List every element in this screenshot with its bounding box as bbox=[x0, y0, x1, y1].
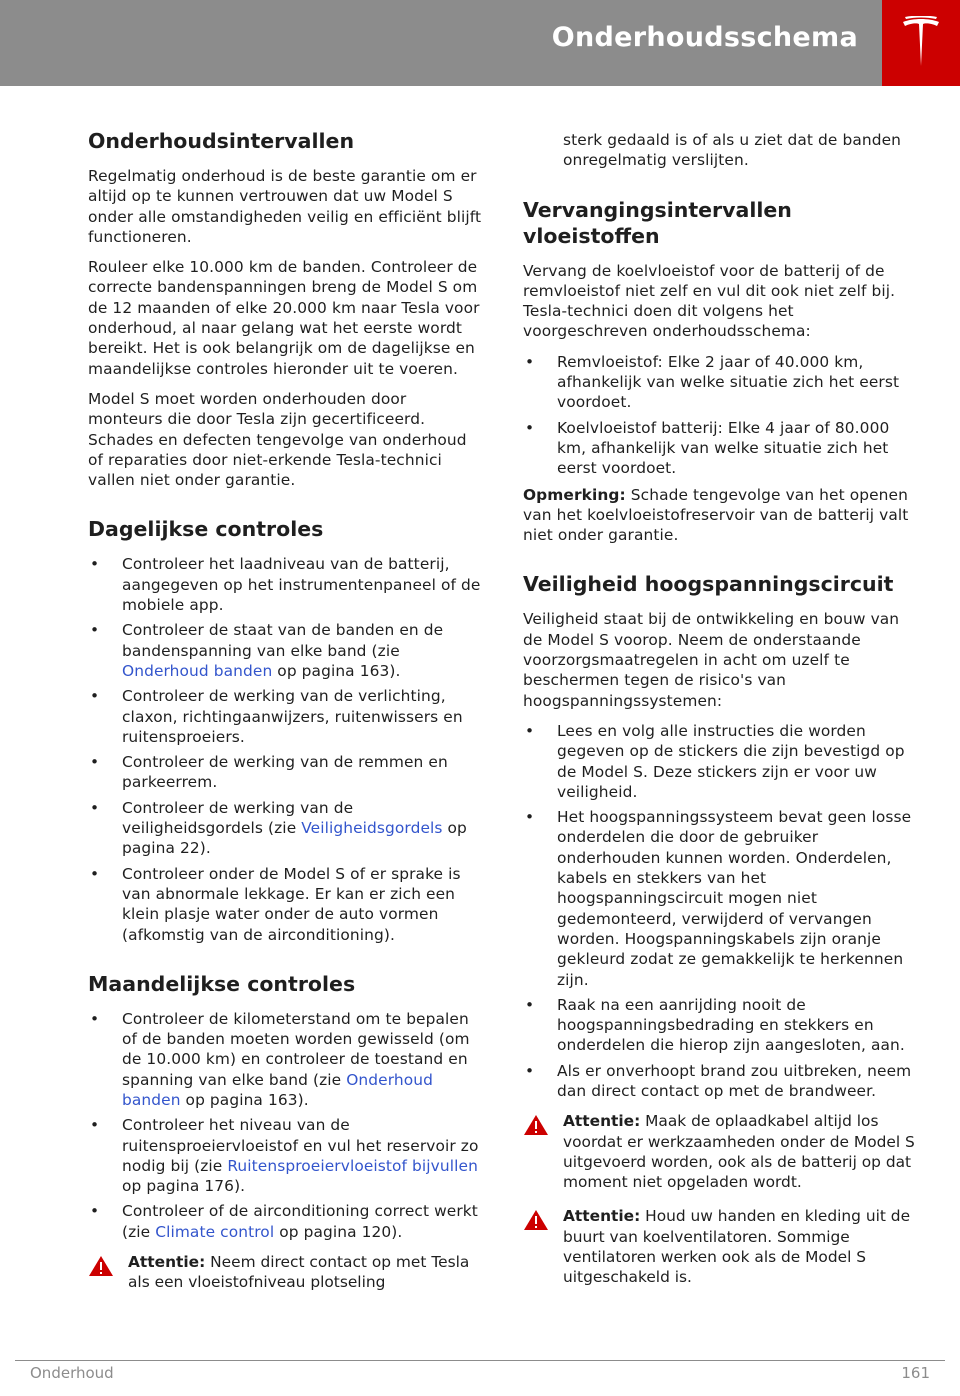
list-item: • Controleer de kilometerstand om te bepalen of de banden moeten worden gewisseld (om de 10.000 km) en controleer de toestand en spanning van elke band (zie Onderhoud banden op pagina 163). bbox=[90, 1009, 470, 1109]
link-onderhoud-banden[interactable]: Onderhoud banden bbox=[122, 661, 273, 680]
list-item: • Raak na een aanrijding nooit de hoogspanningsbedrading en stekkers en onderdelen die hierop zijn aangesloten, aan. bbox=[525, 995, 905, 1055]
remark-note: Opmerking: Schade tengevolge van het openen van het koelvloeistofreservoir van de batterij valt niet onder garantie. bbox=[523, 485, 909, 545]
bullet: • bbox=[90, 864, 100, 883]
bullet: • bbox=[90, 621, 100, 640]
heading-dagelijkse-controles: Dagelijkse controles bbox=[88, 517, 324, 542]
list-item: • Controleer het niveau van de ruitensproeiervloeistof en vul het reservoir zo nodig bij (zie Ruitensproeiervloeistof bijvullen op pagina 176). bbox=[90, 1116, 479, 1196]
list-item: • Controleer de werking van de remmen en parkeerrem. bbox=[90, 753, 448, 792]
bullet: • bbox=[525, 352, 535, 371]
warning-note: Attentie: Maak de oplaadkabel altijd los voordat er werkzaamheden onder de Model S uitgevoerd worden, ook als de batterij op dat moment niet opgeladen wordt. bbox=[523, 1111, 918, 1192]
bullet: • bbox=[90, 1202, 100, 1221]
hv-safety-list bbox=[523, 721, 918, 1101]
heading-veiligheid-hoogspanning: Veiligheid hoogspanningscircuit bbox=[523, 572, 894, 597]
bullet: • bbox=[90, 798, 100, 817]
list-item: • Koelvloeistof batterij: Elke 4 jaar of 80.000 km, afhankelijk van welke situatie zich het eerst voordoet. bbox=[525, 418, 890, 478]
page-number: 161 bbox=[901, 1364, 930, 1382]
warning-icon bbox=[523, 1209, 549, 1231]
bullet: • bbox=[90, 753, 100, 772]
heading-onderhoudsintervallen: Onderhoudsintervallen bbox=[88, 129, 355, 153]
list-item: • Het hoogspanningssysteem bevat geen losse onderdelen die door de gebruiker onderhouden kunnen worden. Onderdelen, kabels en stekkers van het hoogspanningscircuit mogen niet gedemonteerd, verwijderd of vervangen worden. Hoogspanningskabels zijn oranje gekleurd zodat ze gemakkelijk te herkennen zijn. bbox=[525, 808, 912, 989]
list-item: • Controleer het laadniveau van de batterij, aangegeven op het instrumentenpaneel of de mobiele app. bbox=[90, 555, 481, 615]
daily-checks-list bbox=[88, 554, 483, 944]
paragraph-continuation: sterk gedaald is of als u ziet dat de banden onregelmatig verslijten. bbox=[563, 131, 901, 170]
bullet: • bbox=[90, 1116, 100, 1135]
list-item: • Controleer de werking van de veiligheidsgordels (zie Veiligheidsgordels op pagina 22). bbox=[90, 798, 467, 858]
warning-icon bbox=[88, 1255, 114, 1277]
list-item: • Controleer of de airconditioning correct werkt (zie Climate control op pagina 120). bbox=[90, 1202, 478, 1241]
right-column bbox=[523, 128, 918, 1302]
bullet: • bbox=[525, 418, 535, 437]
tesla-logo bbox=[882, 0, 960, 86]
footer-divider bbox=[15, 1360, 945, 1361]
bullet: • bbox=[525, 995, 535, 1014]
bullet: • bbox=[525, 721, 535, 740]
paragraph: Model S moet worden onderhouden door monteurs die door Tesla zijn gecertificeerd. Schades en defecten tengevolge van onderhoud of reparaties door niet-erkende Tesla-technici vallen niet onder garantie. bbox=[88, 389, 467, 490]
warning-note: Attentie: Houd uw handen en kleding uit de buurt van koelventilatoren. Sommige ventilatoren werken ook als de Model S uitgeschakeld is. bbox=[523, 1206, 918, 1287]
link-climate-control[interactable]: Climate control bbox=[155, 1222, 275, 1241]
tesla-logo-icon bbox=[901, 16, 941, 70]
paragraph: Regelmatig onderhoud is de beste garantie om er altijd op te kunnen vertrouwen dat uw Model S onder alle omstandigheden veilig en efficiënt blijft functioneren. bbox=[88, 167, 482, 246]
list-item: • Controleer de werking van de verlichting, claxon, richtingaanwijzers, ruitenwissers en ruitensproeiers. bbox=[90, 687, 463, 746]
bullet: • bbox=[90, 555, 100, 574]
monthly-checks-list bbox=[88, 1009, 483, 1242]
fluid-intervals-list bbox=[523, 352, 918, 479]
link-ruitensproeiervloeistof[interactable]: Ruitensproeiervloeistof bijvullen bbox=[227, 1156, 478, 1175]
paragraph: Veiligheid staat bij de ontwikkeling en bouw van de Model S voorop. Neem de onderstaande voorzorgsmaatregelen in acht om uzelf te beschermen tegen de risico's van hoogspanningssystemen: bbox=[523, 610, 900, 710]
list-item: • Als er onverhoopt brand zou uitbreken, neem dan direct contact op met de brandweer. bbox=[525, 1061, 912, 1100]
paragraph: Rouleer elke 10.000 km de banden. Controleer de correcte bandenspanningen breng de Model S om de 12 maanden of elke 20.000 km naar Tesla voor onderhoud, al naar gelang wat het eerste wordt bereikt. Het is ook belangrijk om de dagelijkse en maandelijkse controles hieronder uit te voeren. bbox=[88, 258, 480, 378]
warning-note: Attentie: Neem direct contact op met Tesla als een vloeistofniveau plotseling bbox=[88, 1252, 483, 1293]
link-onderhoud-banden[interactable]: Onderhoud banden bbox=[122, 1070, 433, 1109]
bullet: • bbox=[90, 1009, 100, 1028]
left-column bbox=[88, 128, 483, 1307]
page-header bbox=[0, 0, 960, 86]
list-item: • Remvloeistof: Elke 2 jaar of 40.000 km, afhankelijk van welke situatie zich het eerst voordoet. bbox=[525, 352, 900, 412]
warning-icon bbox=[523, 1114, 549, 1136]
list-item: • Controleer de staat van de banden en de bandenspanning van elke band (zie Onderhoud banden op pagina 163). bbox=[90, 621, 444, 680]
bullet: • bbox=[525, 1061, 535, 1080]
bullet: • bbox=[525, 808, 535, 827]
heading-vervangingsintervallen: Vervangingsintervallen vloeistoffen bbox=[523, 197, 792, 248]
bullet: • bbox=[90, 687, 100, 706]
heading-maandelijkse-controles: Maandelijkse controles bbox=[88, 971, 356, 996]
list-item: • Lees en volg alle instructies die worden gegeven op de stickers die zijn bevestigd op de Model S. Deze stickers zijn er voor uw veiligheid. bbox=[525, 721, 905, 801]
paragraph: Vervang de koelvloeistof voor de batterij of de remvloeistof niet zelf en vul dit ook niet zelf bij. Tesla-technici doen dit volgens het voorgeschreven onderhoudsschema: bbox=[523, 261, 896, 341]
link-veiligheidsgordels[interactable]: Veiligheidsgordels bbox=[301, 819, 443, 838]
footer-section: Onderhoud bbox=[30, 1364, 114, 1382]
list-item: • Controleer onder de Model S of er sprake is van abnormale lekkage. Er kan er zich een klein plasje water onder de auto vormen (afkomstig van de airconditioning). bbox=[90, 864, 461, 944]
page-title: Onderhoudsschema bbox=[551, 22, 858, 53]
